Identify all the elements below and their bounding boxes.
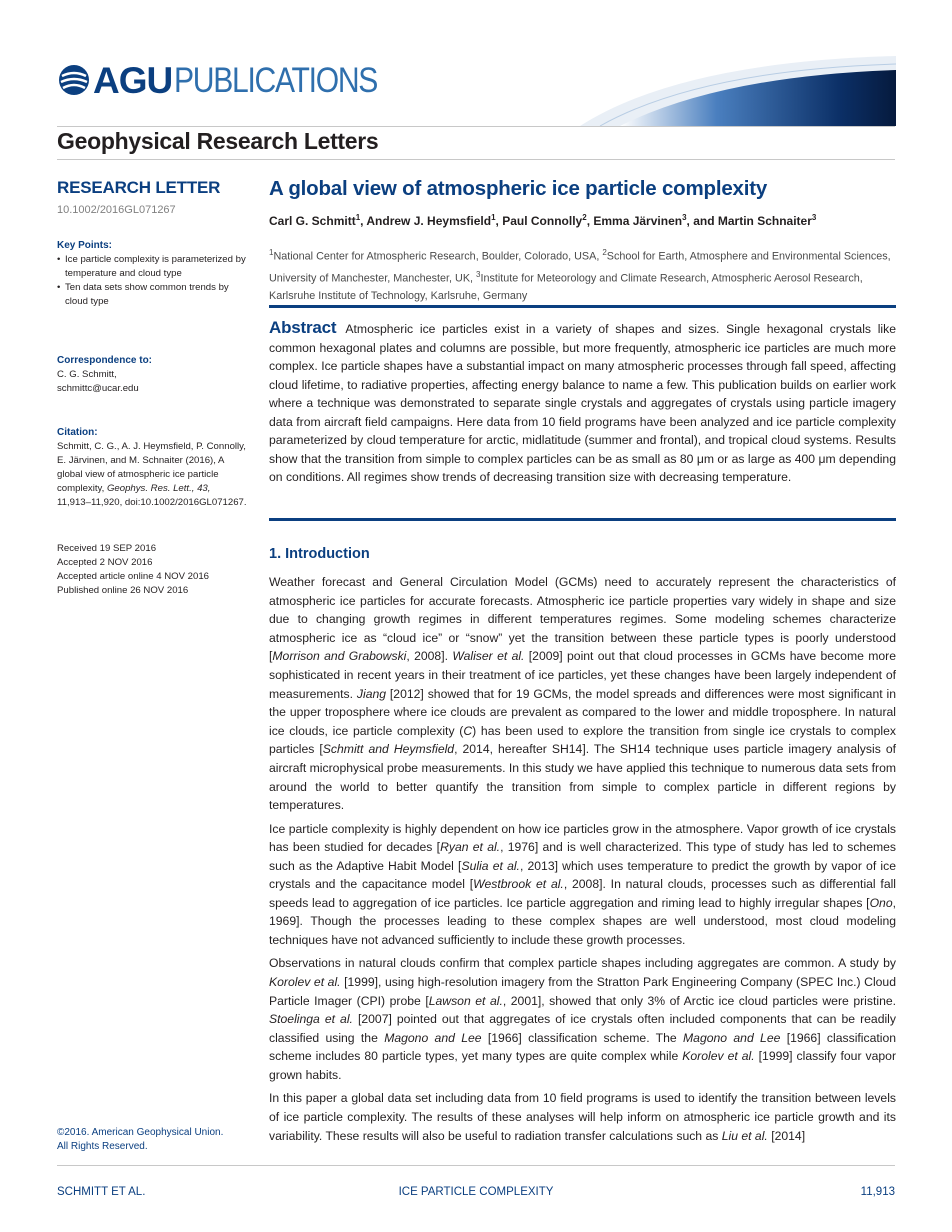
citation-ref: Korolev et al. [682,1049,755,1064]
header-rule [57,126,895,127]
author-affiliation-mark: 2 [582,213,587,222]
agu-globe-icon [57,63,91,97]
page-number: 11,913 [860,1186,895,1198]
abstract [269,319,896,487]
citation-text [57,440,247,510]
running-title: ICE PARTICLE COMPLEXITY [398,1186,554,1198]
correspondence-heading: Correspondence to: [57,355,153,366]
body-paragraph: Weather forecast and General Circulation Model (GCMs) need to accurately represent the characteristics of atmospheric ice particles for accurate forecasts. Atmospheric ice particle properties vary widely in shape and size due to changing growth regimes in different temperatures regimes. Some modeling schemes characterize atmospheric ice as “cloud ice” or “snow” yet the transition between these particle types is poorly understood [Morrison and Grabowski, 2008]. Waliser et al. [2009] point out that cloud processes in GCMs have become more sophisticated in recent years in their treatment of ice particles, yet these changes have been largely independent of measurements. Jiang [2012] showed that for 19 GCMs, the model spreads and differences were most significant in the upper troposphere where ice clouds are prevalent as compared to the lower and middle troposphere. In natural ice clouds, ice particle complexity (C) has been used to explore the transition from single ice crystals to complex particles [Schmitt and Heymsfield, 2014, hereafter SH14]. The SH14 technique uses particle imagery analysis of aircraft microphysical probe measurements. In this study we have applied this technique to numerous data sets from around the world to better quantify the transition from simple to complex particle in different regions by temperatures. [269,575,897,813]
section-heading: 1. Introduction [269,546,370,562]
citation-ref: Magono and Lee [683,1030,781,1045]
author-affiliation-mark: 1 [355,213,361,222]
citation-ref: Korolev et al. [269,975,341,990]
abstract-top-rule [269,305,896,308]
author-name: Martin Schnaiter [717,214,812,228]
article-type: RESEARCH LETTER [57,178,221,197]
citation-ref: Sulia et al. [461,858,520,873]
author-affiliation-mark: 3 [811,213,817,222]
journal-rule [57,159,895,160]
affiliation-number: 1 [269,248,274,257]
citation-ref: Waliser et al. [452,649,525,664]
affiliation-text: National Center for Atmospheric Research, Boulder, Colorado, USA, [273,250,603,263]
affiliations [269,244,896,306]
agu-publications-logo [57,60,410,100]
author-list: Carl G. Schmitt$^1$, Andrew J. Heymsfield$^1$, Paul Connolly$^2$, Emma Järvinen$^3$, and Martin Schnaiter$^3$ [269,213,817,228]
citation-ref: Stoelinga et al. [269,1012,353,1027]
citation-pages: 11,913–11,920, doi:10.1002/2016GL071267. [57,497,247,508]
citation-ref: Morrison and Grabowski [272,649,407,664]
date-received: Received 19 SEP 2016 [57,543,157,554]
citation-ref: Ryan et al. [440,840,501,855]
citation-ref: Magono and Lee [384,1030,482,1045]
citation-ref: Schmitt and Heymsfield [322,742,455,757]
citation-ref: Ono [869,895,893,910]
logo-brand-text: AGU [93,59,173,101]
date-published: Published online 26 NOV 2016 [57,585,189,596]
affiliation-number: 3 [476,270,481,280]
abstract-heading: Abstract [269,318,337,337]
sidebar [57,178,247,596]
key-points [57,240,247,309]
correspondence [57,355,247,396]
citation-ref: C [463,723,473,738]
correspondence-email[interactable]: schmittc@ucar.edu [57,383,139,394]
journal-name: Geophysical Research Letters [57,128,379,154]
author-name: Carl G. Schmitt [269,214,356,228]
abstract-text: Atmospheric ice particles exist in a variety of shapes and sizes. Single hexagonal crystals like common hexagonal plates and columns are possible, but more frequently, atmospheric ice particles are much more complex. Ice particle shapes have a substantial impact on many atmospheric processes through fall speed, affecting cloud lifetime, to radiative properties, affecting energy balance to name a few. This publication builds on earlier work where a technique was demonstrated to separate single crystals and aggregates of crystals using particle imagery data from aircraft field campaigns. Here data from 10 field programs have been analyzed and ice particle complexity parameterized by cloud temperature for arctic, midlatitude (summer and frontal), and tropical cloud systems. Results show that the transition from simple to complex particles can be as small as 80 μm or as large as 400 μm depending on conditions. All regimes show trends of decreasing transition size with decreasing temperature. [269,322,896,484]
author-name: Paul Connolly [502,214,583,228]
date-accepted-online: Accepted article online 4 NOV 2016 [57,571,209,582]
citation [57,427,247,510]
rights-line: All Rights Reserved. [57,1141,148,1152]
citation-heading: Citation: [57,427,98,438]
footer-rule [57,1165,895,1166]
citation-journal: Geophys. Res. Lett., 43, [106,483,211,494]
author-affiliation-mark: 1 [491,213,496,222]
page-header [0,0,952,154]
correspondence-name: C. G. Schmitt, [57,369,117,380]
copyright-line: ©2016. American Geophysical Union. [57,1127,224,1138]
citation-authors-title: Schmitt, C. G., A. J. Heymsfield, P. Connolly, E. Järvinen, and M. Schnaiter (2016), A global view of atmospheric ice particle complexity, [57,441,246,494]
running-authors: SCHMITT ET AL. [57,1186,146,1198]
body-paragraph: Ice particle complexity is highly dependent on how ice particles grow in the atmosphere. Vapor growth of ice crystals has been studied for decades [Ryan et al., 1976] and is well characterized. This type of study has led to schemes such as the Adaptive Habit Model [Sulia et al., 2013] which uses temperature to predict the growth by vapor of ice crystals and the capacitance model [Westbrook et al., 2008]. In natural clouds, processes such as differential fall speeds lead to aggregation of ice particles. Ice particle aggregation and riming lead to highly irregular shapes [Ono, 1969]. Though the processes leading to these complex shapes are well understood, most cloud modeling techniques have not advanced sufficiently to include these growth processes. [269,821,897,948]
citation-ref: Liu et al. [721,1128,768,1143]
publication-dates [57,542,247,598]
author-affiliation-mark: 3 [682,213,687,222]
article-title: A global view of atmospheric ice particle complexity [269,177,768,200]
article-doi[interactable]: 10.1002/2016GL071267 [57,204,176,216]
logo-suffix-text: PUBLICATIONS [174,60,378,100]
abstract-bottom-rule [269,518,896,521]
introduction-body [269,573,896,1150]
key-points-heading: Key Points: [57,240,113,251]
key-point: • Ten data sets show common trends by cloud type [57,281,247,309]
author-name: Andrew J. Heymsfield [366,214,492,228]
copyright [57,1126,247,1154]
author-name: Emma Järvinen [593,214,683,228]
key-point: • Ice particle complexity is parameterized by temperature and cloud type [57,253,247,281]
earth-horizon-graphic [560,52,896,126]
affiliation-text: Institute for Meteorology and Climate Research, Atmospheric Aerosol Research, Karlsruhe Institute of Technology, Karlsruhe, Germany [269,272,863,303]
citation-ref: Lawson et al. [428,993,503,1008]
date-accepted: Accepted 2 NOV 2016 [57,557,153,568]
body-paragraph: In this paper a global data set including data from 10 field programs is used to identify the transition between levels of ice particle complexity. The results of these analyses will help inform on atmospheric ice particle growth and its variability. These results will also be useful to radiation transfer calculations such as Liu et al. [2014] [269,1091,896,1143]
citation-ref: Westbrook et al. [473,877,564,892]
citation-ref: Jiang [356,686,387,701]
body-paragraph: Observations in natural clouds confirm that complex particle shapes including aggregates are common. A study by Korolev et al. [1999], using high-resolution imagery from the Stratton Park Engineering Company (SPEC Inc.) Cloud Particle Imager (CPI) probe [Lawson et al., 2001], showed that only 3% of Arctic ice cloud particles were pristine. Stoelinga et al. [2007] pointed out that aggregates of ice crystals often included components that can be readily classified using the Magono and Lee [1966] classification scheme. The Magono and Lee [1966] classification scheme includes 80 particle types, yet many types are quite complex while Korolev et al. [1999] classify four vapor grown habits. [269,956,897,1083]
affiliation-number: 2 [602,248,607,257]
affiliation-text: School for Earth, Atmosphere and Environmental Sciences, University of Manchester, Manchester, UK, [269,250,891,285]
